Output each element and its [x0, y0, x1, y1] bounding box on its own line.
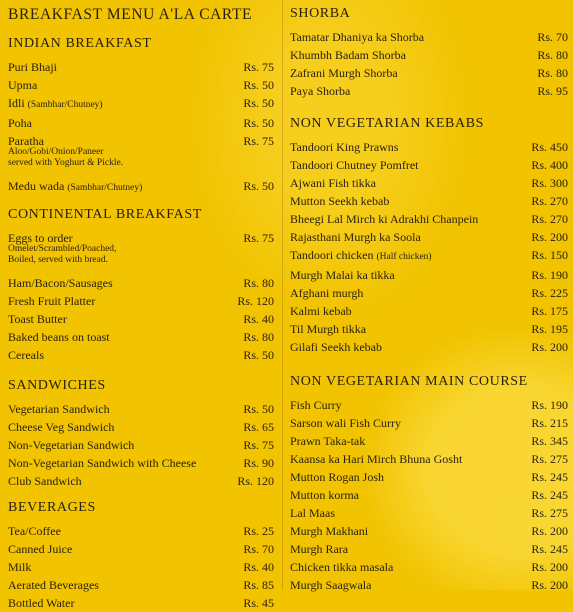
menu-item	[290, 320, 568, 338]
item-price: Rs. 270	[531, 194, 568, 208]
item-name: Tandoori Chutney Pomfret	[290, 158, 419, 172]
item-price: Rs. 200	[531, 230, 568, 244]
item-name: Mutton Seekh kebab	[290, 194, 390, 208]
item-name: Sarson wali Fish Curry	[290, 416, 401, 430]
item-price: Rs. 75	[243, 60, 274, 74]
item-name: Eggs to order	[8, 231, 73, 245]
menu-item	[290, 486, 568, 504]
menu-item	[8, 594, 274, 612]
item-note: (Sambhar/Chutney)	[27, 100, 103, 110]
item-price: Rs. 75	[243, 231, 274, 245]
item-price: Rs. 175	[531, 304, 568, 318]
item-price: Rs. 50	[243, 179, 274, 193]
item-price: Rs. 95	[537, 84, 568, 98]
item-name: Chicken tikka masala	[290, 560, 394, 574]
menu-item	[8, 76, 274, 94]
menu-item	[8, 540, 274, 558]
menu-item	[8, 328, 274, 346]
item-name: Til Murgh tikka	[290, 322, 367, 336]
item-price: Rs. 45	[243, 596, 274, 610]
menu-item	[290, 156, 568, 174]
menu-item	[290, 28, 568, 46]
item-name: Kalmi kebab	[290, 304, 352, 318]
section-title-non-veg-main-course: NON VEGETARIAN MAIN COURSE	[290, 374, 528, 389]
item-name: Murgh Saagwala	[290, 578, 372, 592]
item-price: Rs. 40	[243, 560, 274, 574]
item-name: Ajwani Fish tikka	[290, 176, 376, 190]
item-price: Rs. 65	[243, 420, 274, 434]
item-price: Rs. 80	[537, 66, 568, 80]
menu-item	[290, 338, 568, 356]
menu-item	[8, 114, 274, 132]
menu-item	[8, 346, 274, 364]
item-price: Rs. 50	[243, 78, 274, 92]
item-name: Zafrani Murgh Shorba	[290, 66, 398, 80]
item-name: Khumbh Badam Shorba	[290, 48, 406, 62]
item-price: Rs. 120	[237, 474, 274, 488]
item-name: Medu wada	[8, 179, 65, 193]
item-name: Bottled Water	[8, 596, 75, 610]
item-name: Tandoori chicken	[290, 248, 374, 262]
item-description-line: served with Yoghurt & Pickle.	[8, 158, 124, 168]
menu-item	[8, 472, 274, 490]
item-price: Rs. 90	[243, 456, 274, 470]
item-price: Rs. 70	[537, 30, 568, 44]
item-name: Murgh Makhani	[290, 524, 369, 538]
item-price: Rs. 345	[531, 434, 568, 448]
item-name: Milk	[8, 560, 32, 574]
item-name: Bheegi Lal Mirch ki Adrakhi Chanpein	[290, 212, 479, 226]
menu-item	[290, 284, 568, 302]
item-price: Rs. 275	[531, 452, 568, 466]
menu-item	[290, 228, 568, 246]
item-name: Paya Shorba	[290, 84, 351, 98]
menu-item	[8, 177, 274, 197]
item-name: Tea/Coffee	[8, 524, 61, 538]
item-price: Rs. 200	[531, 524, 568, 538]
item-price: Rs. 190	[531, 398, 568, 412]
item-name-with-note	[8, 94, 103, 114]
item-description	[8, 244, 274, 266]
item-price: Rs. 195	[531, 322, 568, 336]
item-name: Afghani murgh	[290, 286, 364, 300]
menu-item	[8, 274, 274, 292]
menu-item	[8, 94, 274, 114]
item-price: Rs. 80	[243, 330, 274, 344]
item-description	[8, 147, 274, 169]
menu-item	[8, 292, 274, 310]
item-name: Canned Juice	[8, 542, 73, 556]
menu-item	[290, 450, 568, 468]
item-name: Non-Vegetarian Sandwich with Cheese	[8, 456, 197, 470]
item-name: Aerated Beverages	[8, 578, 99, 592]
menu-item	[8, 454, 274, 472]
item-price: Rs. 225	[531, 286, 568, 300]
left-column	[8, 0, 274, 612]
item-price: Rs. 450	[531, 140, 568, 154]
item-name: Tamatar Dhaniya ka Shorba	[290, 30, 425, 44]
item-price: Rs. 200	[531, 578, 568, 592]
item-price: Rs. 245	[531, 470, 568, 484]
menu-item	[8, 436, 274, 454]
item-name-with-note	[8, 177, 142, 197]
menu-item	[290, 174, 568, 192]
item-name: Gilafi Seekh kebab	[290, 340, 382, 354]
item-price: Rs. 300	[531, 176, 568, 190]
column-divider	[282, 0, 283, 590]
menu-title: BREAKFAST MENU A'LA CARTE	[8, 6, 253, 23]
item-price: Rs. 190	[531, 268, 568, 282]
item-price: Rs. 150	[531, 248, 568, 262]
item-price: Rs. 80	[537, 48, 568, 62]
item-name: Club Sandwich	[8, 474, 82, 488]
item-name: Kaansa ka Hari Mirch Bhuna Gosht	[290, 452, 463, 466]
section-title-shorba: SHORBA	[290, 6, 351, 21]
menu-item	[8, 576, 274, 594]
item-name-with-note	[290, 246, 432, 266]
section-title-continental-breakfast: CONTINENTAL BREAKFAST	[8, 207, 202, 222]
item-note: (Half chicken)	[376, 252, 432, 262]
menu-item	[290, 414, 568, 432]
item-price: Rs. 200	[531, 340, 568, 354]
menu-item	[8, 58, 274, 76]
item-name: Upma	[8, 78, 38, 92]
menu-item	[8, 558, 274, 576]
menu-item	[290, 210, 568, 228]
section-title-sandwiches: SANDWICHES	[8, 378, 106, 393]
item-price: Rs. 75	[243, 134, 274, 148]
item-name: Paratha	[8, 134, 44, 148]
menu-item	[290, 558, 568, 576]
item-name: Mutton Rogan Josh	[290, 470, 385, 484]
item-price: Rs. 70	[243, 542, 274, 556]
item-name: Murgh Rara	[290, 542, 349, 556]
menu-item	[290, 82, 568, 100]
item-price: Rs. 50	[243, 96, 274, 110]
menu-item	[290, 192, 568, 210]
menu-item	[290, 46, 568, 64]
item-price: Rs. 50	[243, 348, 274, 362]
menu-item	[8, 522, 274, 540]
item-name: Fresh Fruit Platter	[8, 294, 96, 308]
item-name: Murgh Malai ka tikka	[290, 268, 395, 282]
item-description-line: Aloo/Gobi/Onion/Paneer	[8, 147, 104, 157]
item-price: Rs. 270	[531, 212, 568, 226]
menu-item	[290, 432, 568, 450]
menu-item	[8, 400, 274, 418]
item-name: Cereals	[8, 348, 44, 362]
item-price: Rs. 40	[243, 312, 274, 326]
menu-item	[290, 138, 568, 156]
section-title-beverages: BEVERAGES	[8, 500, 96, 515]
menu-item	[290, 504, 568, 522]
item-price: Rs. 75	[243, 438, 274, 452]
item-note: (Sambhar/Chutney)	[67, 183, 143, 193]
menu-item	[290, 396, 568, 414]
right-column	[290, 0, 568, 594]
item-price: Rs. 25	[243, 524, 274, 538]
item-price: Rs. 50	[243, 402, 274, 416]
menu-item	[290, 302, 568, 320]
item-price: Rs. 275	[531, 506, 568, 520]
item-description-line: Omelet/Scrambled/Poached,	[8, 244, 117, 254]
item-name: Mutton korma	[290, 488, 359, 502]
section-title-indian-breakfast: INDIAN BREAKFAST	[8, 36, 152, 51]
item-name: Prawn Taka-tak	[290, 434, 366, 448]
menu-item	[290, 246, 568, 266]
item-price: Rs. 120	[237, 294, 274, 308]
item-name: Cheese Veg Sandwich	[8, 420, 115, 434]
item-name: Tandoori King Prawns	[290, 140, 399, 154]
menu-item	[290, 266, 568, 284]
item-name: Vegetarian Sandwich	[8, 402, 110, 416]
menu-item	[8, 310, 274, 328]
item-name: Idli	[8, 96, 25, 110]
item-name: Non-Vegetarian Sandwich	[8, 438, 135, 452]
menu-item	[290, 468, 568, 486]
item-price: Rs. 245	[531, 488, 568, 502]
item-name: Lal Maas	[290, 506, 335, 520]
item-name: Rajasthani Murgh ka Soola	[290, 230, 421, 244]
menu-item	[290, 522, 568, 540]
item-price: Rs. 215	[531, 416, 568, 430]
item-name: Puri Bhaji	[8, 60, 58, 74]
item-description-line: Boiled, served with bread.	[8, 255, 108, 265]
item-price: Rs. 50	[243, 116, 274, 130]
item-name: Poha	[8, 116, 32, 130]
item-price: Rs. 245	[531, 542, 568, 556]
item-name: Baked beans on toast	[8, 330, 110, 344]
menu-item	[8, 418, 274, 436]
item-price: Rs. 200	[531, 560, 568, 574]
item-price: Rs. 85	[243, 578, 274, 592]
menu-item	[290, 576, 568, 594]
item-name: Toast Butter	[8, 312, 67, 326]
item-price: Rs. 400	[531, 158, 568, 172]
item-price: Rs. 80	[243, 276, 274, 290]
menu-item	[290, 64, 568, 82]
menu-item	[290, 540, 568, 558]
item-name: Fish Curry	[290, 398, 342, 412]
section-title-non-veg-kebabs: NON VEGETARIAN KEBABS	[290, 116, 484, 131]
item-name: Ham/Bacon/Sausages	[8, 276, 113, 290]
